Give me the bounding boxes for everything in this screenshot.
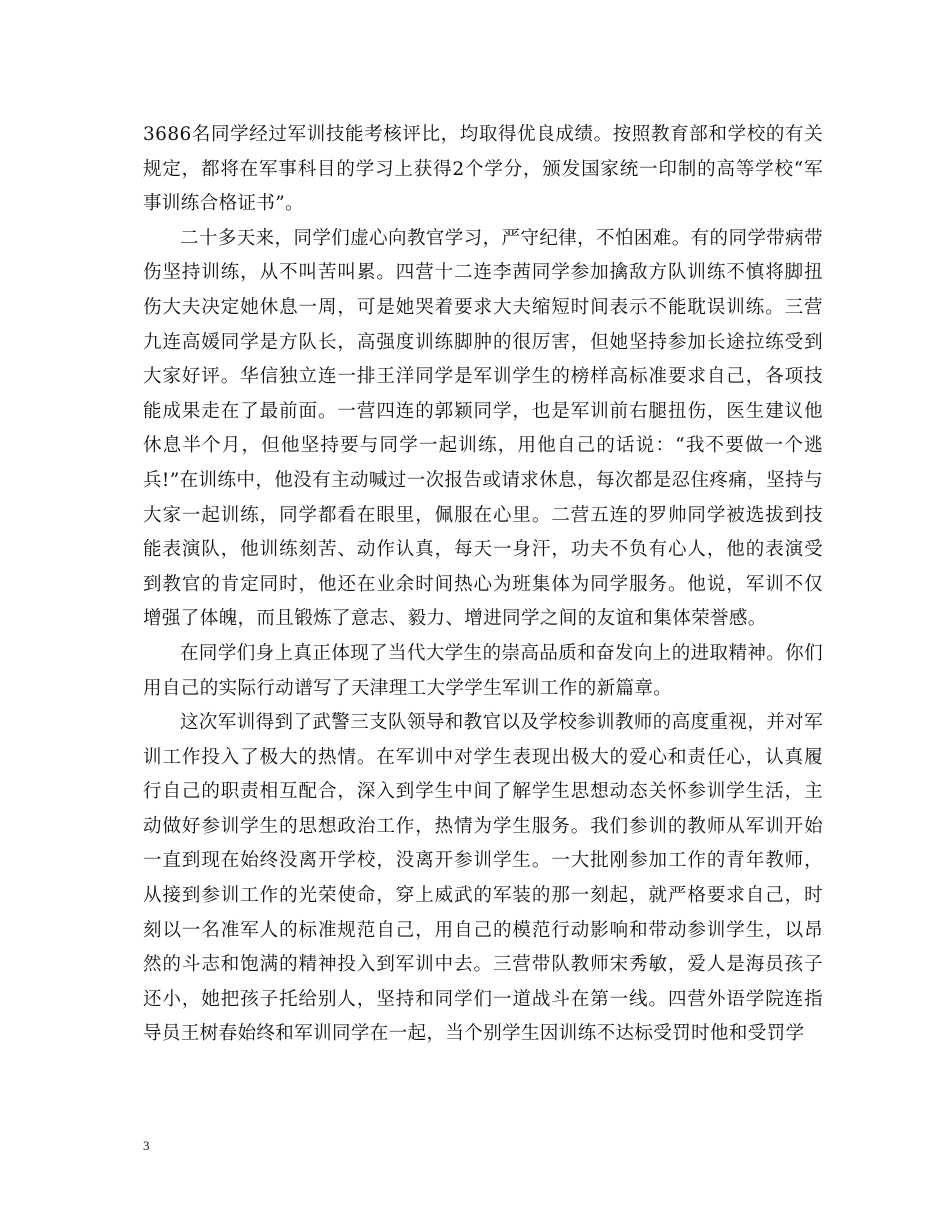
paragraph-1: 3686名同学经过军训技能考核评比，均取得优良成绩。按照教育部和学校的有关规定，都将在军事科目的学习上获得2个学分，颁发国家统一印制的高等学校“军事训练合格证书”。 (143, 124, 823, 215)
paragraph-3: 在同学们身上真正体现了当代大学生的崇高品质和奋发向上的进取精神。你们用自己的实际行动谱写了天津理工大学学生军训工作的新篇章。 (143, 642, 823, 699)
paragraph-4: 这次军训得到了武警三支队领导和教官以及学校参训教师的高度重视，并对军训工作投入了极大的热情。在军训中对学生表现出极大的爱心和责任心，认真履行自己的职责相互配合，深入到学生中间了解学生思想动态关怀参训学生活，主动做好参训学生的思想政治工作，热情为学生服务。我们参训的教师从军训开始一直到现在始终没离开学校，没离开参训学生。一大批刚参加工作的青年教师，从接到参训工作的光荣使命，穿上威武的军装的那一刻起，就严格要求自己，时刻以一名准军人的标准规范自己，用自己的模范行动影响和带动参训学生，以昂然的斗志和饱满的精神投入到军训中去。三营带队教师宋秀敏，爱人是海员孩子还小，她把孩子托给别人，坚持和同学们一道战斗在第一线。四营外语学院连指导员王树春始终和军训同学在一起，当个别学生因训练不达标受罚时他和受罚学 (143, 712, 823, 1045)
page-number: 3 (143, 1138, 150, 1153)
body-text (143, 118, 823, 1052)
paragraph-2: 二十多天来，同学们虚心向教官学习，严守纪律，不怕困难。有的同学带病带伤坚持训练，从不叫苦叫累。四营十二连李茜同学参加擒敌方队训练不慎将脚扭伤大夫决定她休息一周，可是她哭着要求大夫缩短时间表示不能耽误训练。三营九连高媛同学是方队长，高强度训练脚肿的很厉害，但她坚持参加长途拉练受到大家好评。华信独立连一排王洋同学是军训学生的榜样高标准要求自己，各项技能成果走在了最前面。一营四连的郭颖同学，也是军训前右腿扭伤，医生建议他休息半个月，但他坚持要与同学一起训练，用他自己的话说：“我不要做一个逃兵!”在训练中，他没有主动喊过一次报告或请求休息，每次都是忍住疼痛，坚持与大家一起训练，同学都看在眼里，佩服在心里。二营五连的罗帅同学被选拔到技能表演队，他训练刻苦、动作认真，每天一身汗，功夫不负有心人，他的表演受到教官的肯定同时，他还在业余时间热心为班集体为同学服务。他说，军训不仅增强了体魄，而且锻炼了意志、毅力、增进同学之间的友谊和集体荣誉感。 (143, 227, 823, 630)
